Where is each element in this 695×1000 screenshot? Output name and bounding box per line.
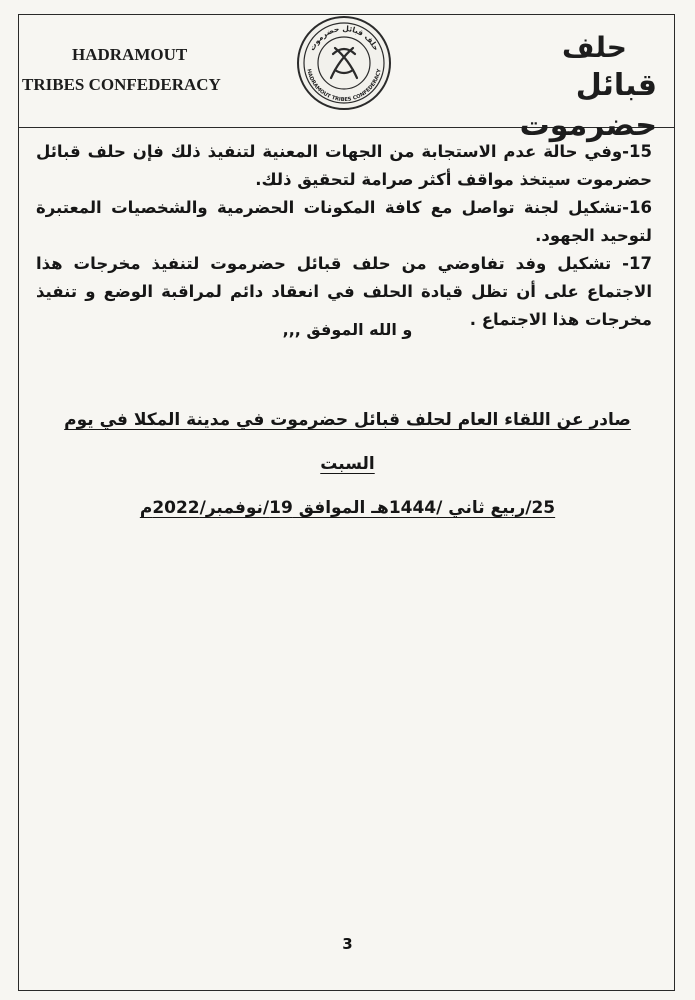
english-name-line2: TRIBES CONFEDERACY: [22, 75, 221, 94]
english-org-name: [22, 40, 272, 100]
closing-phrase: و الله الموفق ,,,: [282, 320, 413, 339]
issuance-line-1: صادر عن اللقاء العام لحلف قبائل حضرموت في مدينة المكلا في يوم السبت: [64, 410, 631, 474]
resolution-item-15: 15-وفي حالة عدم الاستجابة من الجهات المعنية لتنفيذ ذلك فإن حلف قبائل حضرموت سيتخذ مواقف أكثر صرامة لتحقيق ذلك.: [36, 142, 652, 189]
resolutions-list: [36, 138, 652, 334]
arabic-name-line2: قبائل حضرموت: [519, 68, 657, 143]
issuance-date-line: 25/ربيع ثاني /1444هـ الموافق 19/نوفمبر/2022م: [139, 498, 556, 518]
resolution-item-16: 16-تشكيل لجنة تواصل مع كافة المكونات الحضرمية والشخصيات المعتبرة لتوحيد الجهود.: [36, 198, 652, 245]
arabic-name-line1: حلف: [562, 31, 627, 64]
issuance-statement: [60, 398, 635, 530]
resolution-item-17: 17- تشكيل وفد تفاوضي من حلف قبائل حضرموت لتنفيذ مخرجات هذا الاجتماع على أن تظل قيادة الحلف في انعقاد دائم لمراقبة الوضع و تنفيذ مخرجات هذا الاجتماع .: [36, 254, 652, 329]
arabic-org-name: [437, 30, 657, 146]
seal-top-text: حلف قبائل حضرموت: [307, 23, 381, 53]
english-name-line1: HADRAMOUT: [72, 45, 188, 64]
page-number: 3: [342, 935, 353, 953]
seal-bottom-text: HADRAMOUT TRIBES CONFEDERACY: [305, 68, 383, 104]
confederacy-seal-logo: [295, 14, 393, 112]
